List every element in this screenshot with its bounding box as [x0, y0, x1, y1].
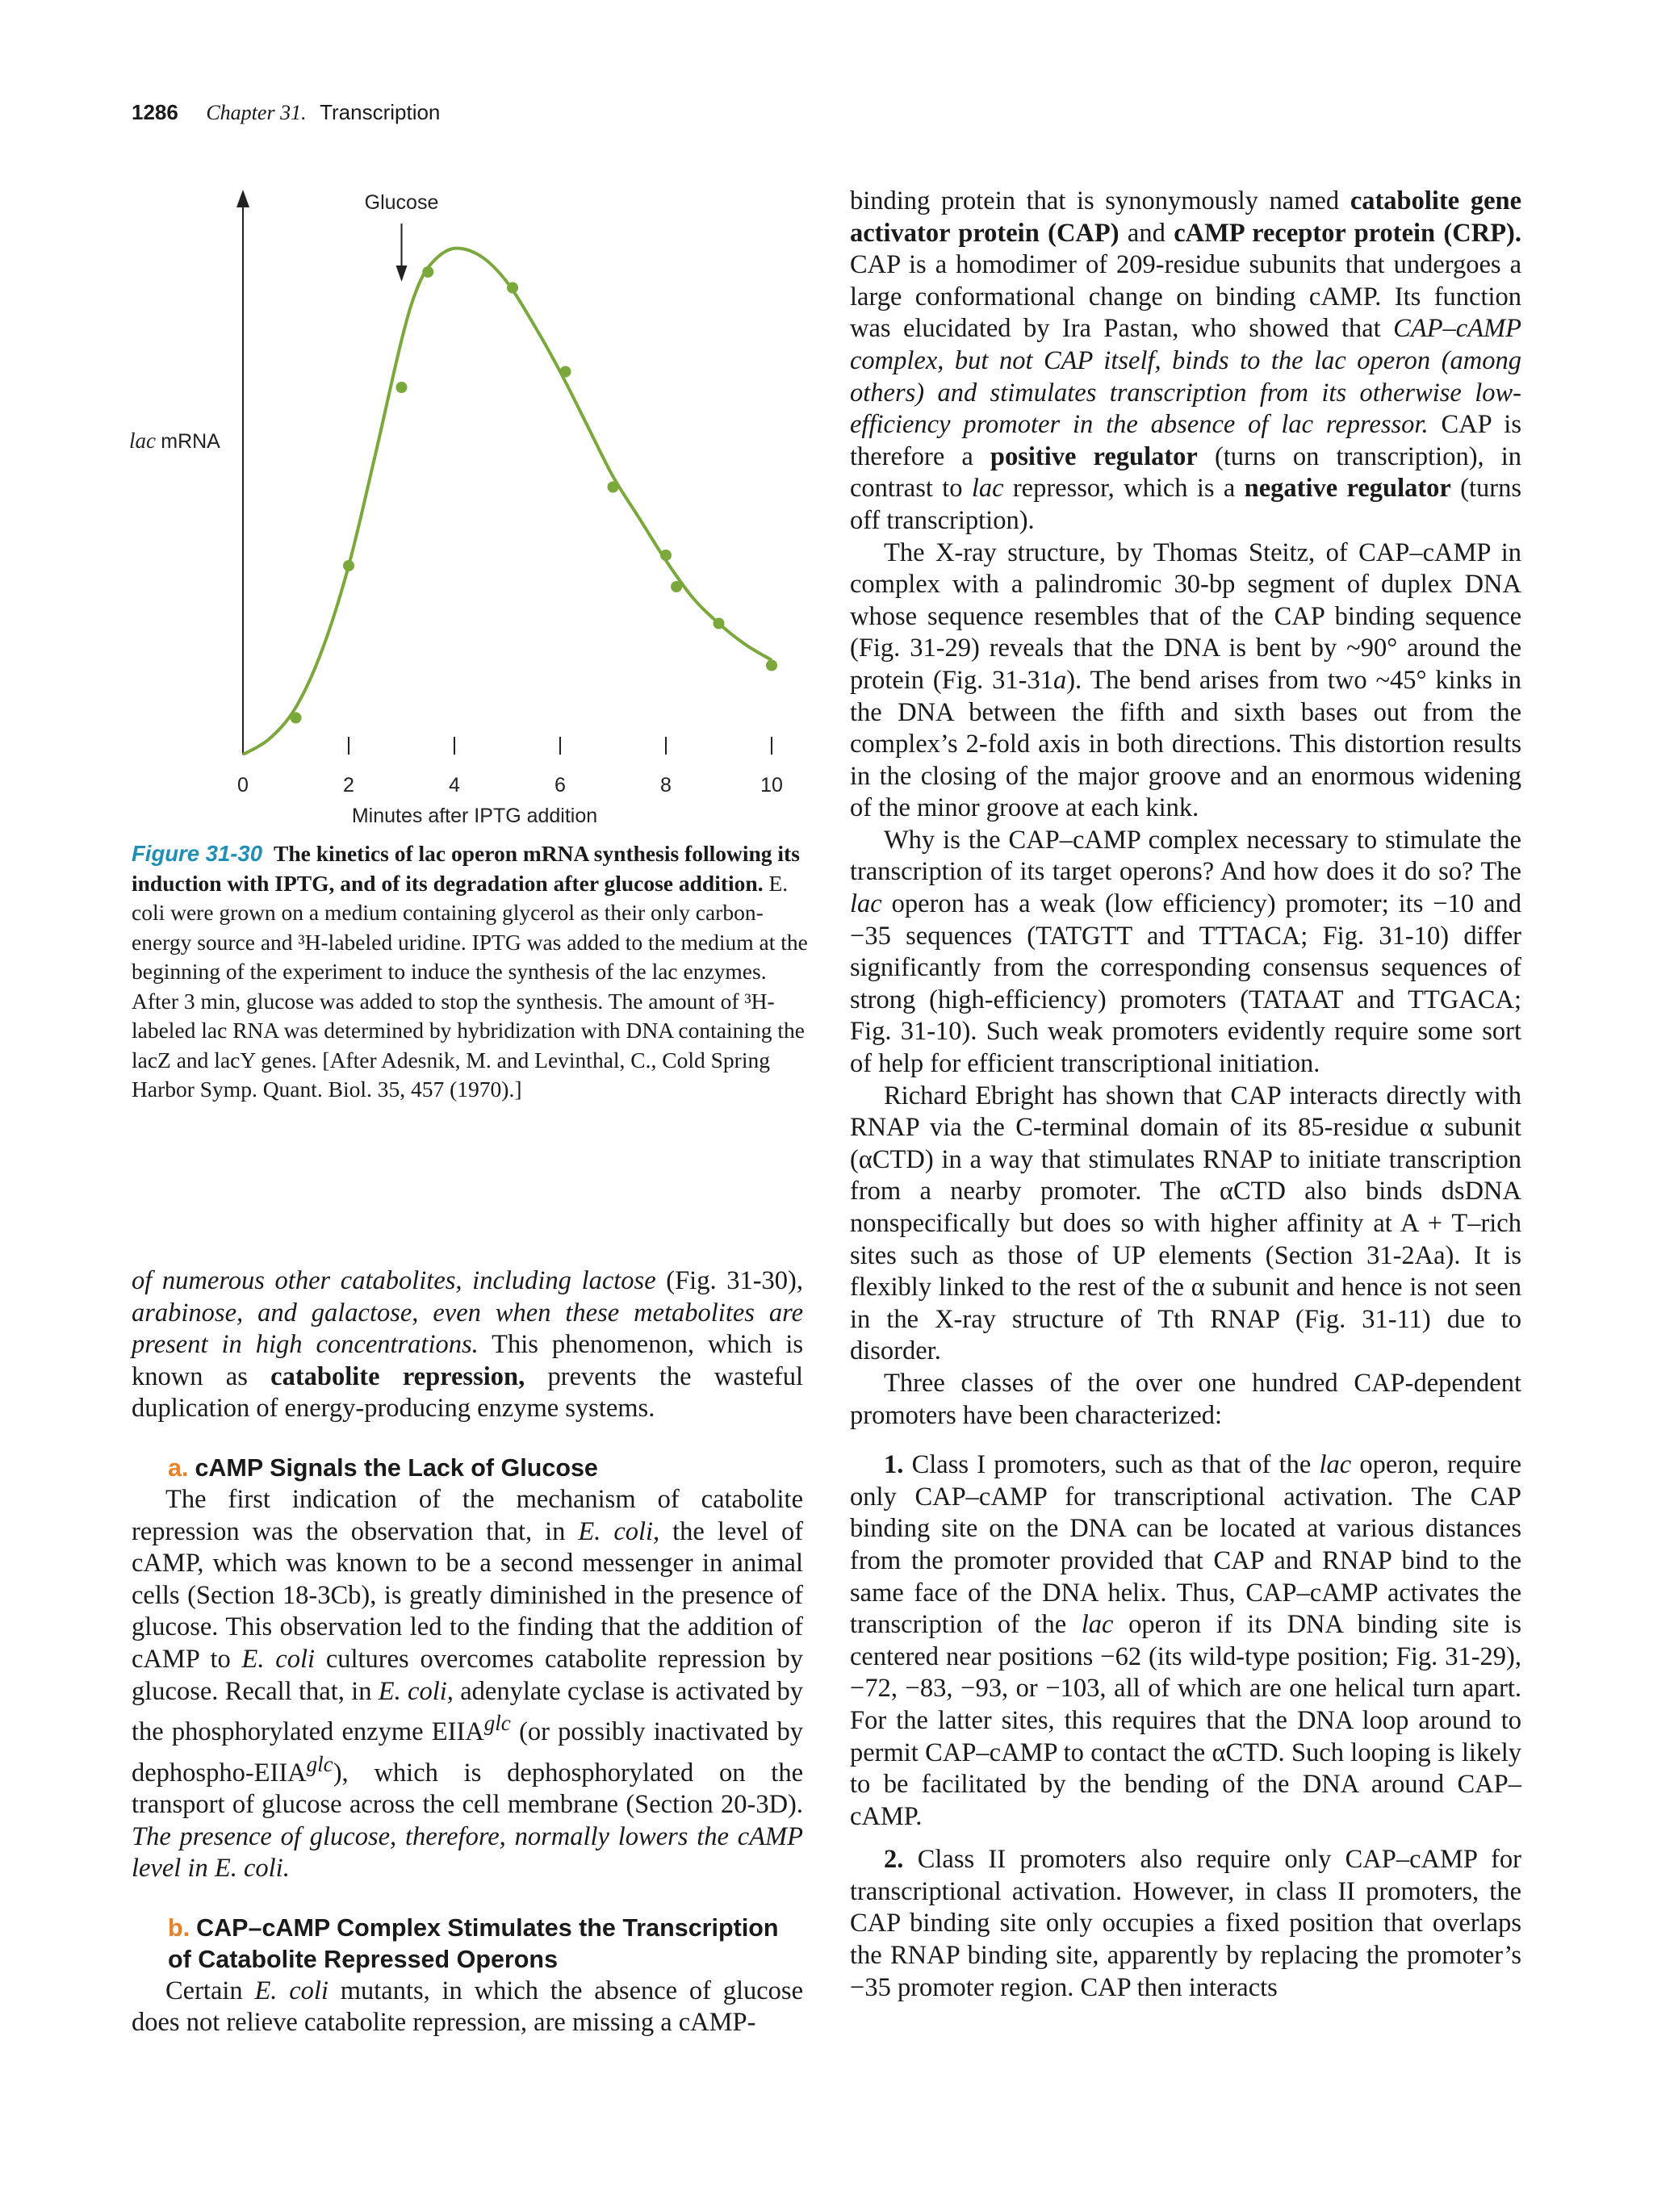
item-1-lac: lac: [1319, 1450, 1352, 1480]
figure-label: Figure 31-30: [132, 841, 263, 866]
x-tick-labels: [237, 774, 783, 797]
sec-a-text-6: ), which is dephosphorylated on the transport of glucose across the cell membrane (Section 20-3D).: [132, 1758, 803, 1819]
item-1-c: operon if its DNA binding site is centered near positions −62 (its wild-type position; Fig. 31-29), −72, −83, −93, or −103, all of which are one helical turn apart. For the latter sites, this requires that the DNA loop around to permit CAP–cAMP to contact the αCTD. Such looping is likely to be facilitated by the bending of the DNA around CAP–cAMP.: [850, 1610, 1522, 1831]
intro-text-2: prevents the wasteful duplication of energy-producing enzyme systems.: [132, 1361, 803, 1424]
fitted-curve: [243, 249, 772, 755]
data-point-5: [507, 282, 518, 294]
page-number: 1286: [132, 100, 178, 124]
glucose-label: Glucose: [364, 191, 439, 214]
sec-b-text-2: mutants, in which the absence of glucose does not relieve catabolite repression, are missing a cAMP-: [132, 1976, 803, 2038]
section-a-letter: a.: [168, 1453, 189, 1482]
intro-italic: of numerous other catabolites, including lactose: [132, 1266, 656, 1295]
r-p1-e: (turns on transcription), in contrast to: [850, 441, 1522, 504]
data-point-1: [291, 713, 302, 724]
data-point-8: [660, 550, 672, 561]
r-p1-b2: cAMP receptor protein (CRP).: [1174, 218, 1521, 248]
r-p1-d: CAP is therefore a: [850, 410, 1521, 471]
data-point-3: [396, 382, 408, 393]
section-b-heading: [168, 1913, 803, 1976]
x-axis-label: Minutes after IPTG addition: [351, 805, 598, 827]
r-p1-a: binding protein that is synonymously named: [850, 186, 1340, 215]
ecoli-2: E. coli: [241, 1644, 316, 1674]
intro-bold: catabolite repression,: [270, 1361, 525, 1391]
chapter-label: Chapter 31.: [206, 101, 307, 124]
section-b-title-2: of Catabolite Repressed Operons: [168, 1945, 559, 1973]
section-a-title: cAMP Signals the Lack of Glucose: [195, 1453, 598, 1482]
item-1-a: Class I promoters, such as that of the: [911, 1450, 1312, 1480]
sec-a-text-3: cultures overcomes catabolite repression by glucose. Recall that, in: [132, 1644, 804, 1706]
x-tick-label-6: 6: [554, 774, 566, 797]
r-p1-and: and: [1127, 218, 1165, 248]
glc-sup-2: glc: [306, 1751, 333, 1776]
section-a-heading: [168, 1453, 803, 1484]
intro-ref: (Fig. 31-30),: [666, 1266, 803, 1295]
r-p3-lac: lac: [850, 889, 882, 919]
x-tick-label-10: 10: [760, 774, 783, 797]
data-point-7: [608, 482, 619, 493]
ecoli-1: E. coli,: [578, 1516, 660, 1546]
data-point-2: [343, 560, 354, 571]
r-p2-b: ). The bend arises from two ~45° kinks in the DNA between the fifth and sixth bases out from the complex’s 2-fold axis in both directions. This distortion results in the closing of the major groove and an enormous widening of the minor groove at each kink.: [850, 665, 1522, 823]
data-point-4: [422, 266, 433, 278]
intro-text: This phenomenon, which is known as: [132, 1330, 804, 1391]
glc-sup-1: glc: [483, 1711, 511, 1736]
right-paragraph-1: [850, 186, 1521, 537]
data-point-6: [560, 366, 571, 378]
y-axis-arrowhead: [236, 190, 249, 207]
r-p1-f: repressor, which is a: [1012, 474, 1236, 504]
x-tick-label-4: 4: [449, 774, 460, 797]
sec-a-text-5: (or possibly inactivated by dephospho-EIIA: [132, 1716, 804, 1788]
r-p2-a: a: [1052, 665, 1067, 695]
ecoli-3: E. coli,: [378, 1676, 454, 1706]
ecoli-4: E. coli: [254, 1976, 329, 2005]
left-column: [132, 1265, 803, 2039]
intro-italic-2: arabinose, and galactose, even when these metabolites are present in high concentrations.: [132, 1298, 803, 1360]
sec-a-text-2: the level of cAMP, which was known to be a second messenger in animal cells (Section 18-3Cb), is greatly diminished in the presence of glucose. This observation led to the finding that the addition of cAMP to: [132, 1516, 804, 1674]
sec-b-text-1: Certain: [165, 1976, 243, 2005]
right-paragraph-3: [850, 825, 1521, 1081]
item-1-lac-2: lac: [1081, 1610, 1114, 1640]
item-2-number: 2.: [884, 1845, 904, 1875]
glucose-arrowhead: [396, 266, 408, 282]
right-paragraph-4: Richard Ebright has shown that CAP interacts directly with RNAP via the C-terminal domain of its 85-residue α subunit (αCTD) in a way that stimulates RNAP to initiate transcription from a nearby promoter. The αCTD also binds dsDNA nonspecifically but does so with higher affinity at A + T–rich sites such as those of UP elements (Section 31-2Aa). It is flexibly linked to the rest of the α subunit and hence is not seen in the X-ray structure of Tth RNAP (Fig. 31-11) due to disorder.: [850, 1081, 1521, 1366]
caption-bold: The kinetics of lac operon mRNA synthesis following its induction with IPTG, and of its degradation after glucose addition.: [132, 841, 800, 896]
y-axis-label-italic: lac: [129, 429, 156, 453]
data-point-11: [766, 660, 777, 671]
r-p3-b: operon has a weak (low efficiency) promoter; its −10 and −35 sequences (TATGTT and TTTACA; Fig. 31-10) differ significantly from the corresponding consensus sequences of strong (high-efficiency) promoters (TATAAT and TTGACA; Fig. 31-10). Such weak promoters evidently require some sort of help for efficient transcriptional initiation.: [850, 889, 1521, 1079]
x-tick-label-0: 0: [237, 774, 249, 797]
sec-a-text-4: adenylate cyclase is activated by the phosphorylated enzyme EIIA: [132, 1676, 804, 1746]
item-1-number: 1.: [884, 1450, 904, 1480]
r-p2: The X-ray structure, by Thomas Steitz, of CAP–cAMP in complex with a palindromic 30-bp segment of duplex DNA whose sequence resembles that of the CAP binding sequence (Fig. 31-29) reveals that the DNA is bent by ~90° around the protein (Fig. 31-31: [850, 537, 1521, 695]
x-tick-label-2: 2: [343, 774, 354, 797]
section-b-letter: b.: [168, 1913, 190, 1942]
right-paragraph-2: [850, 537, 1521, 825]
item-1-b: operon, require only CAP–cAMP for transcriptional activation. The CAP binding site on the DNA can be located at various distances from the promoter provided that CAP and RNAP bind to the same face of the DNA helix. Thus, CAP–cAMP activates the transcription of the: [850, 1450, 1522, 1640]
chart-axes: [236, 190, 249, 755]
r-p1-c: CAP is a homodimer of 209-residue subunits that undergoes a large conformational change on binding cAMP. Its function was elucidated by Ira Pastan, who showed that: [850, 250, 1521, 344]
section-b-paragraph: [132, 1976, 803, 2039]
x-ticks: [349, 737, 772, 755]
right-column: [850, 186, 1521, 2004]
item-2-text: Class II promoters also require only CAP–cAMP for transcriptional activation. However, in class II promoters, the CAP binding site only occupies a fixed position that overlaps the RNAP binding site, apparently by replacing the promoter’s −35 promoter region. CAP then interacts: [850, 1845, 1521, 2002]
x-tick-label-8: 8: [660, 774, 672, 797]
y-axis-label: [129, 429, 220, 453]
y-axis-label-text: mRNA: [161, 430, 220, 453]
chapter-title: Transcription: [320, 100, 441, 124]
r-p1-b1: catabolite gene activator protein (CAP): [850, 186, 1521, 248]
data-point-9: [671, 581, 682, 592]
sec-a-text-1: The first indication of the mechanism of catabolite repression was the observation that, in: [132, 1484, 803, 1546]
r-p1-b4: negative regulator: [1244, 474, 1451, 504]
list-item-1: [850, 1449, 1521, 1833]
figure-caption: [132, 839, 810, 1105]
sec-a-text-7: The presence of glucose, therefore, normally lowers the cAMP level in E. coli.: [132, 1821, 803, 1884]
left-intro-paragraph: [132, 1265, 803, 1425]
list-item-2: [850, 1844, 1521, 2004]
data-points: [291, 266, 778, 724]
r-p1-g: (turns off transcription).: [850, 474, 1521, 535]
mrna-kinetics-chart: [121, 182, 823, 843]
section-a-paragraph: [132, 1484, 803, 1885]
right-paragraph-5: Three classes of the over one hundred CAP-dependent promoters have been characterized:: [850, 1368, 1521, 1430]
r-p3-a: Why is the CAP–cAMP complex necessary to stimulate the transcription of its target operons? And how does it do so? The: [850, 825, 1521, 887]
data-point-10: [714, 618, 725, 629]
running-header: [132, 100, 440, 125]
caption-text: E. coli were grown on a medium containing glycerol as their only carbon-energy source and ³H-labeled uridine. IPTG was added to the medium at the beginning of the experiment to induce the synthesis of the lac enzymes. After 3 min, glucose was added to stop the synthesis. The amount of ³H-labeled lac RNA was determined by hybridization with DNA containing the lacZ and lacY genes. [After Adesnik, M. and Levinthal, C., Cold Spring Harbor Symp. Quant. Biol. 35, 457 (1970).]: [132, 870, 808, 1102]
section-b-title-1: CAP–cAMP Complex Stimulates the Transcription: [196, 1913, 779, 1942]
r-p1-b3: positive regulator: [990, 441, 1198, 471]
r-p1-i: CAP–cAMP complex, but not CAP itself, binds to the lac operon (among others) and stimulates transcription from its otherwise low-efficiency promoter in the absence of lac repressor.: [850, 314, 1522, 440]
r-p1-lac: lac: [971, 474, 1004, 504]
